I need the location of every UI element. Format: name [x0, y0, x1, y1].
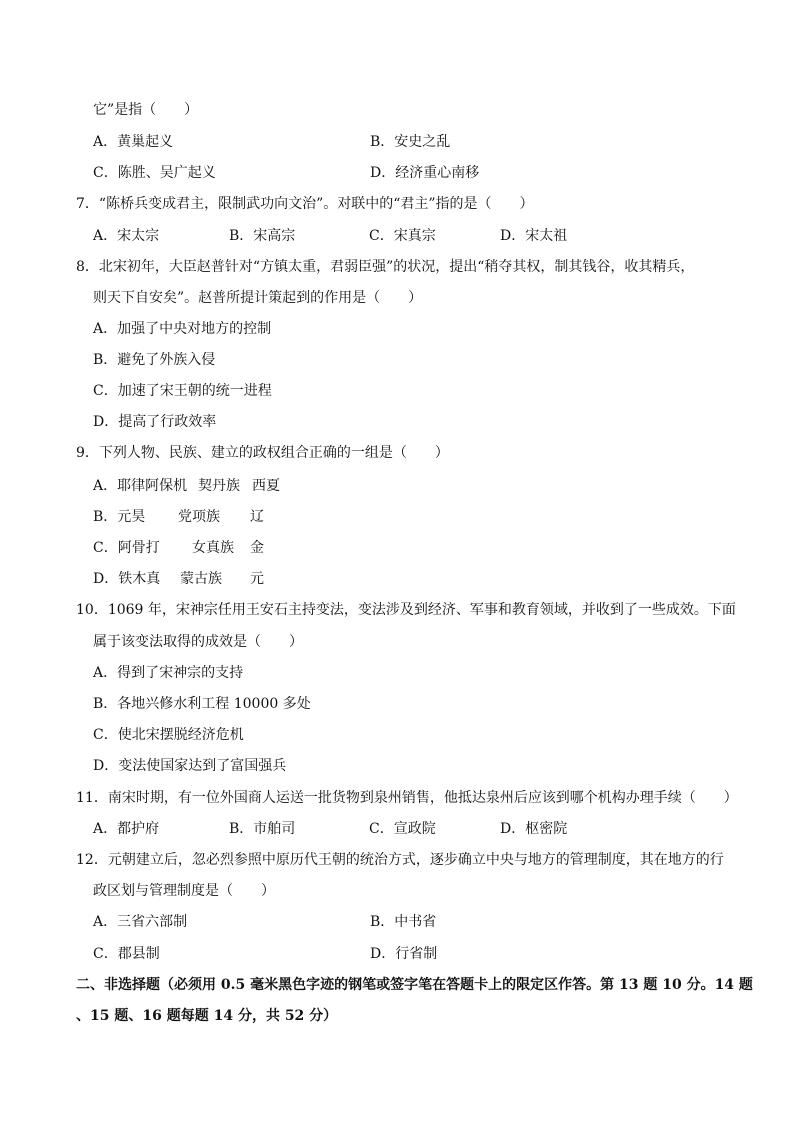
- q12-stem-line2: 政区划与管理制度是（ ）: [93, 883, 275, 899]
- q9-option-c-regime: 金: [250, 540, 264, 556]
- q6-option-a: A．黄巢起义: [93, 134, 174, 150]
- q9-option-b-regime: 辽: [250, 509, 264, 525]
- q9-option-b: [93, 508, 264, 526]
- q9-option-c-ethnic: 女真族: [192, 540, 234, 556]
- q8-option-a: A．加强了中央对地方的控制: [93, 321, 272, 337]
- q10-option-b: B．各地兴修水利工程 10000 多处: [93, 696, 311, 712]
- q10-option-c: C．使北宋摆脱经济危机: [93, 727, 244, 743]
- q9-option-b-person: B．元昊: [93, 509, 146, 525]
- q9-option-a-regime: 西夏: [252, 478, 280, 494]
- q12-option-b: B．中书省: [370, 914, 437, 930]
- q6-stem-tail: 它”是指（ ）: [93, 102, 199, 118]
- q12-option-d: D．行省制: [370, 946, 438, 962]
- q9-option-a: [93, 477, 280, 495]
- q8-option-c: C．加速了宋王朝的统一进程: [93, 383, 272, 399]
- q9-option-c: [93, 539, 264, 557]
- q7-option-c: C．宋真宗: [369, 228, 436, 244]
- q11-option-c: C．宣政院: [369, 821, 436, 837]
- q9-option-d-regime: 元: [250, 571, 264, 587]
- q9-option-c-person: C．阿骨打: [93, 540, 160, 556]
- q12-option-a: A．三省六部制: [93, 914, 188, 930]
- q7-option-a: A．宋太宗: [93, 228, 160, 244]
- q11-option-a: A．都护府: [93, 821, 160, 837]
- q11-stem: 11．南宋时期，有一位外国商人运送一批货物到泉州销售，他抵达泉州后应该到哪个机构办理手续（ ）: [76, 790, 738, 806]
- q9-option-a-ethnic: 契丹族: [198, 478, 240, 494]
- q6-option-c: C．陈胜、吴广起义: [93, 165, 216, 181]
- q9-option-d: [93, 570, 264, 588]
- q9-stem: 9．下列人物、民族、建立的政权组合正确的一组是（ ）: [76, 445, 449, 461]
- q10-stem-line2: 属于该变法取得的成效是（ ）: [93, 634, 303, 650]
- section2-heading-line1: 二、非选择题（必须用 0.5 毫米黑色字迹的钢笔或签字笔在答题卡上的限定区作答。第 13 题 10 分。14 题: [76, 977, 753, 993]
- q8-stem-line1: 8．北宋初年，大臣赵普针对“方镇太重，君弱臣强”的状况，提出“稍夺其权，制其钱谷，收其精兵，: [76, 259, 695, 275]
- q10-option-a: A．得到了宋神宗的支持: [93, 665, 244, 681]
- q8-stem-line2: 则天下自安矣”。赵普所提计策起到的作用是（ ）: [93, 290, 423, 306]
- q6-option-b: B．安史之乱: [370, 134, 451, 150]
- q6-option-d: D．经济重心南移: [370, 165, 480, 181]
- q8-option-b: B．避免了外族入侵: [93, 352, 216, 368]
- q7-option-d: D．宋太祖: [500, 228, 568, 244]
- q9-option-a-person: A．耶律阿保机: [93, 478, 188, 494]
- q8-option-d: D．提高了行政效率: [93, 414, 217, 430]
- q9-option-d-ethnic: 蒙古族: [180, 571, 222, 587]
- q11-option-d: D．枢密院: [500, 821, 568, 837]
- q10-stem-line1: 10．1069 年，宋神宗任用王安石主持变法，变法涉及到经济、军事和教育领域，并收到了一些成效。下面: [76, 602, 736, 618]
- q9-option-b-ethnic: 党项族: [178, 509, 220, 525]
- q12-stem-line1: 12．元朝建立后，忽必烈参照中原历代王朝的统治方式，逐步确立中央与地方的管理制度，其在地方的行: [76, 852, 724, 868]
- q7-stem: 7．“陈桥兵变成君主，限制武功向文治”。对联中的“君主”指的是（ ）: [76, 196, 534, 212]
- q11-option-b: B．市舶司: [229, 821, 296, 837]
- q10-option-d: D．变法使国家达到了富国强兵: [93, 758, 287, 774]
- q12-option-c: C．郡县制: [93, 946, 160, 962]
- q7-option-b: B．宋高宗: [229, 228, 296, 244]
- q9-option-d-person: D．铁木真: [93, 571, 161, 587]
- section2-heading-line2: 、15 题、16 题每题 14 分，共 52 分）: [76, 1008, 338, 1024]
